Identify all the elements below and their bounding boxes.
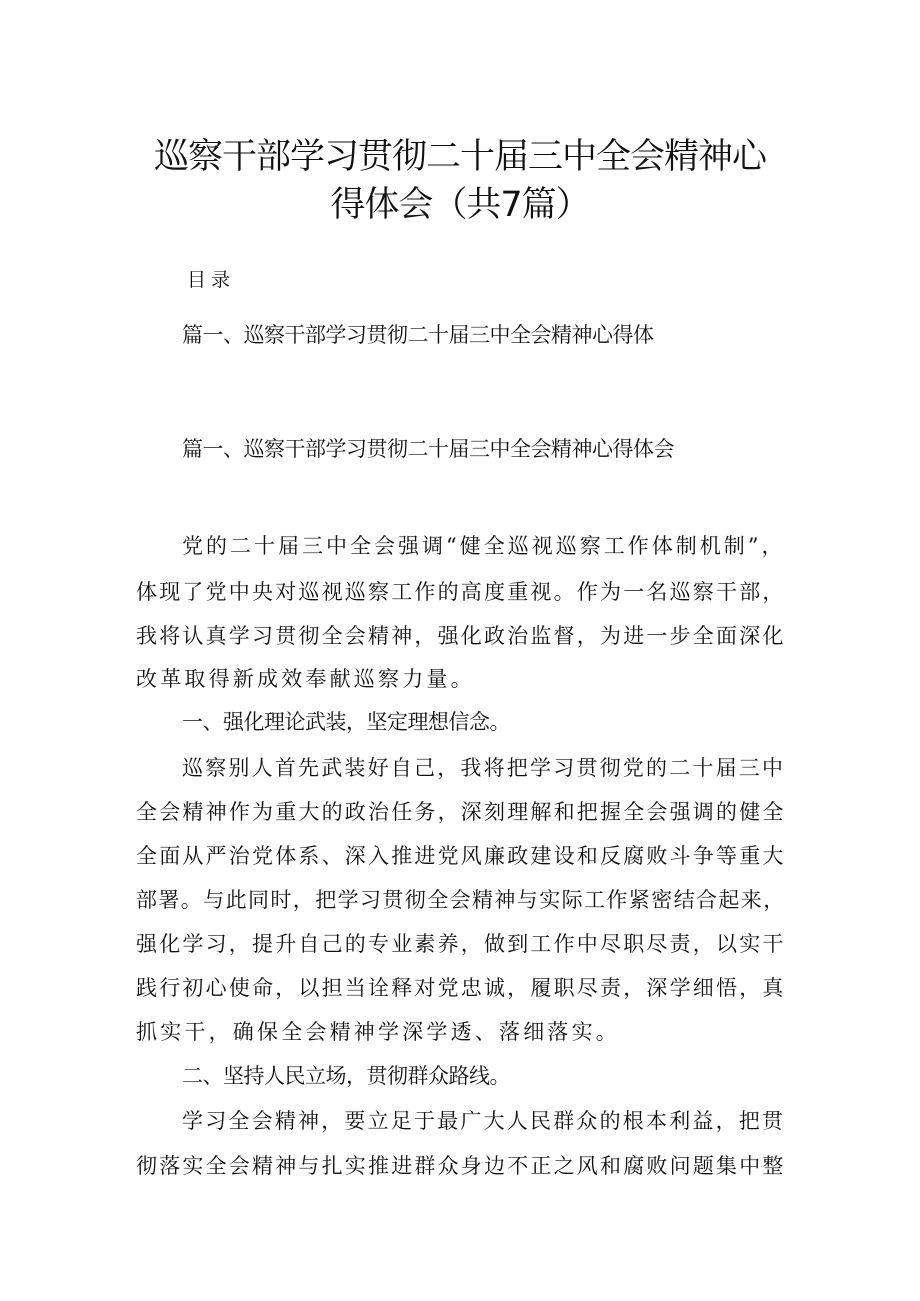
section-1-line: 全面从严治党体系、深入推进党风廉政建设和反腐败斗争等重大 <box>136 844 786 868</box>
part-heading: 篇一、巡察干部学习贯彻二十届三中全会精神心得体会 <box>182 437 674 461</box>
section-1-line: 巡察别人首先武装好自己，我将把学习贯彻党的二十届三中 <box>182 756 786 780</box>
section-2-line: 学习全会精神，要立足于最广大人民群众的根本利益，把贯 <box>182 1109 786 1133</box>
section-heading-2: 二、坚持人民立场，贯彻群众路线。 <box>182 1064 510 1088</box>
document-title-line-1: 巡察干部学习贯彻二十届三中全会精神心 <box>153 137 766 177</box>
section-2-line: 彻落实全会精神与扎实推进群众身边不正之风和腐败问题集中整 <box>136 1154 786 1178</box>
section-1-line: 全会精神作为重大的政治任务，深刻理解和把握全会强调的健全 <box>136 800 786 824</box>
section-1-line: 抓实干，确保全会精神学深学透、落细落实。 <box>136 1020 620 1044</box>
toc-entry-1: 篇一、巡察干部学习贯彻二十届三中全会精神心得体 <box>182 323 654 347</box>
document-title-line-2: 得体会（共7篇） <box>330 185 590 225</box>
section-1-line: 践行初心使命，以担当诠释对党忠诚，履职尽责，深学细悟，真 <box>136 976 786 1000</box>
intro-line: 我将认真学习贯彻全会精神，强化政治监督，为进一步全面深化 <box>136 624 786 648</box>
section-heading-1: 一、强化理论武装，坚定理想信念。 <box>182 710 510 734</box>
intro-line: 改革取得新成效奉献巡察力量。 <box>136 667 475 691</box>
intro-line: 体现了党中央对巡视巡察工作的高度重视。作为一名巡察干部， <box>136 580 786 604</box>
intro-line: 党的二十届三中全会强调“健全巡视巡察工作体制机制”， <box>182 534 786 558</box>
toc-label: 目录 <box>187 269 236 291</box>
section-1-line: 部署。与此同时，把学习贯彻全会精神与实际工作紧密结合起来， <box>136 888 786 912</box>
section-1-line: 强化学习，提升自己的专业素养，做到工作中尽职尽责，以实干 <box>136 932 786 956</box>
